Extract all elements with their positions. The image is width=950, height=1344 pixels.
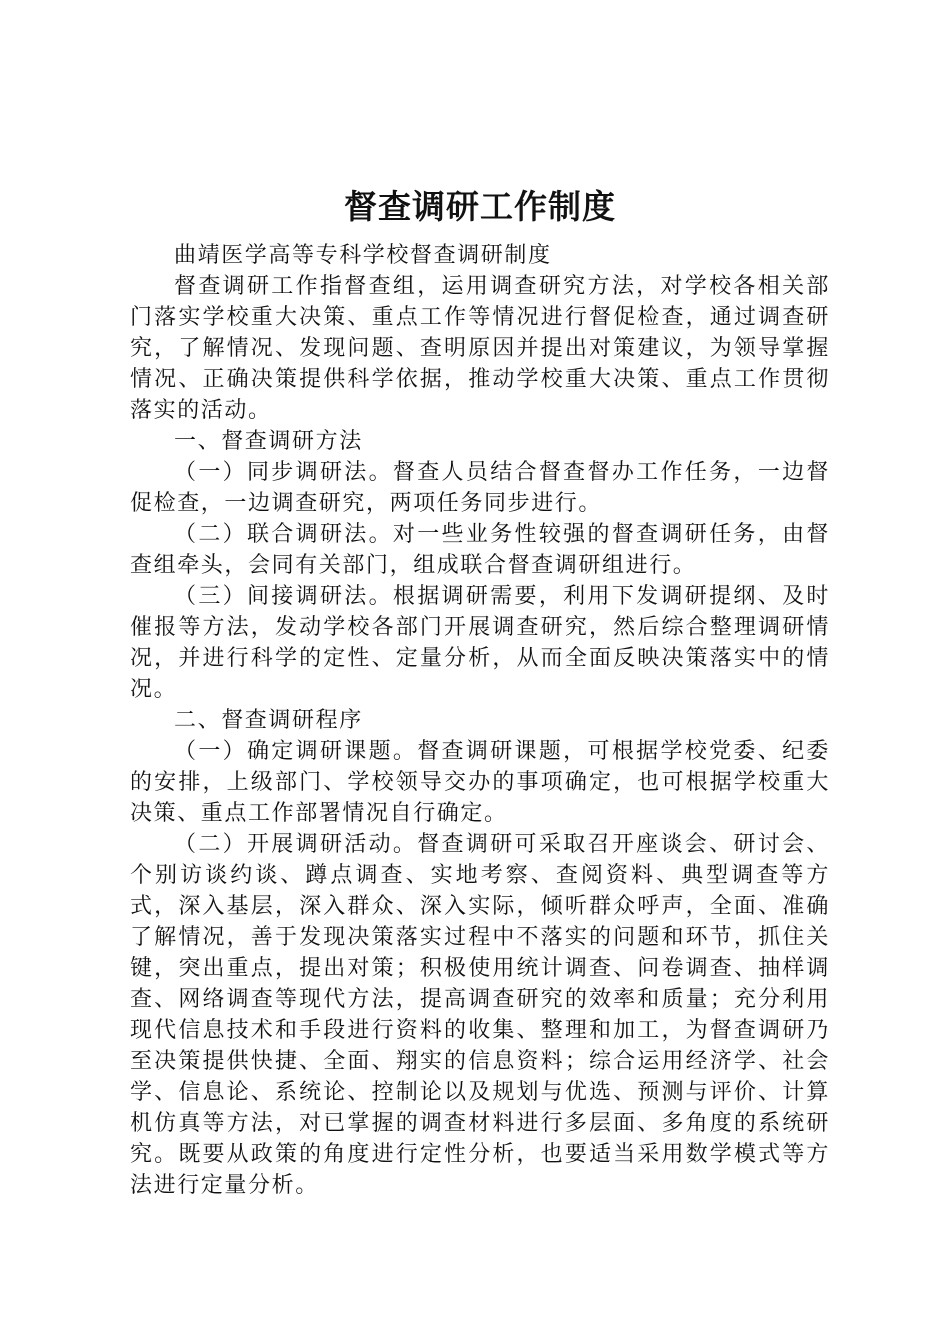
- document-subtitle: 曲靖医学高等专科学校督查调研制度: [174, 243, 552, 268]
- section-heading-methods: 一、督查调研方法: [174, 429, 363, 454]
- method-item-joint: （二）联合调研法。对一些业务性较强的督查调研任务，由督查组牵头，会同有关部门，组成联合督查调研组进行。: [130, 522, 830, 578]
- procedure-item-activity: （二）开展调研活动。督查调研可采取召开座谈会、研讨会、个别访谈约谈、蹲点调查、实地考察、查阅资料、典型调查等方式，深入基层，深入群众、深入实际，倾听群众呼声，全面、准确了解情况，善于发现决策落实过程中不落实的问题和环节，抓住关键，突出重点，提出对策；积极使用统计调查、问卷调查、抽样调查、网络调查等现代方法，提高调查研究的效率和质量；充分利用现代信息技术和手段进行资料的收集、整理和加工，为督查调研乃至决策提供快捷、全面、翔实的信息资料；综合运用经济学、社会学、信息论、系统论、控制论以及规划与优选、预测与评价、计算机仿真等方法，对已掌握的调查材料进行多层面、多角度的系统研究。既要从政策的角度进行定性分析，也要适当采用数学模式等方法进行定量分析。: [130, 832, 830, 1198]
- procedure-item-topic: （一）确定调研课题。督查调研课题，可根据学校党委、纪委的安排，上级部门、学校领导交办的事项确定，也可根据学校重大决策、重点工作部署情况自行确定。: [130, 739, 830, 826]
- intro-paragraph: 督查调研工作指督查组，运用调查研究方法，对学校各相关部门落实学校重大决策、重点工作等情况进行督促检查，通过调查研究，了解情况、发现问题、查明原因并提出对策建议，为领导掌握情况、正确决策提供科学依据，推动学校重大决策、重点工作贯彻落实的活动。: [130, 274, 830, 423]
- document-body: [130, 184, 830, 1201]
- method-item-sync: （一）同步调研法。督查人员结合督查督办工作任务，一边督促检查，一边调查研究，两项任务同步进行。: [130, 460, 830, 516]
- section-heading-procedure: 二、督查调研程序: [174, 708, 363, 733]
- method-item-indirect: （三）间接调研法。根据调研需要，利用下发调研提纲、及时催报等方法，发动学校各部门开展调查研究，然后综合整理调研情况，并进行科学的定性、定量分析，从而全面反映决策落实中的情况。: [130, 584, 830, 702]
- document-title: 督查调研工作制度: [344, 187, 616, 226]
